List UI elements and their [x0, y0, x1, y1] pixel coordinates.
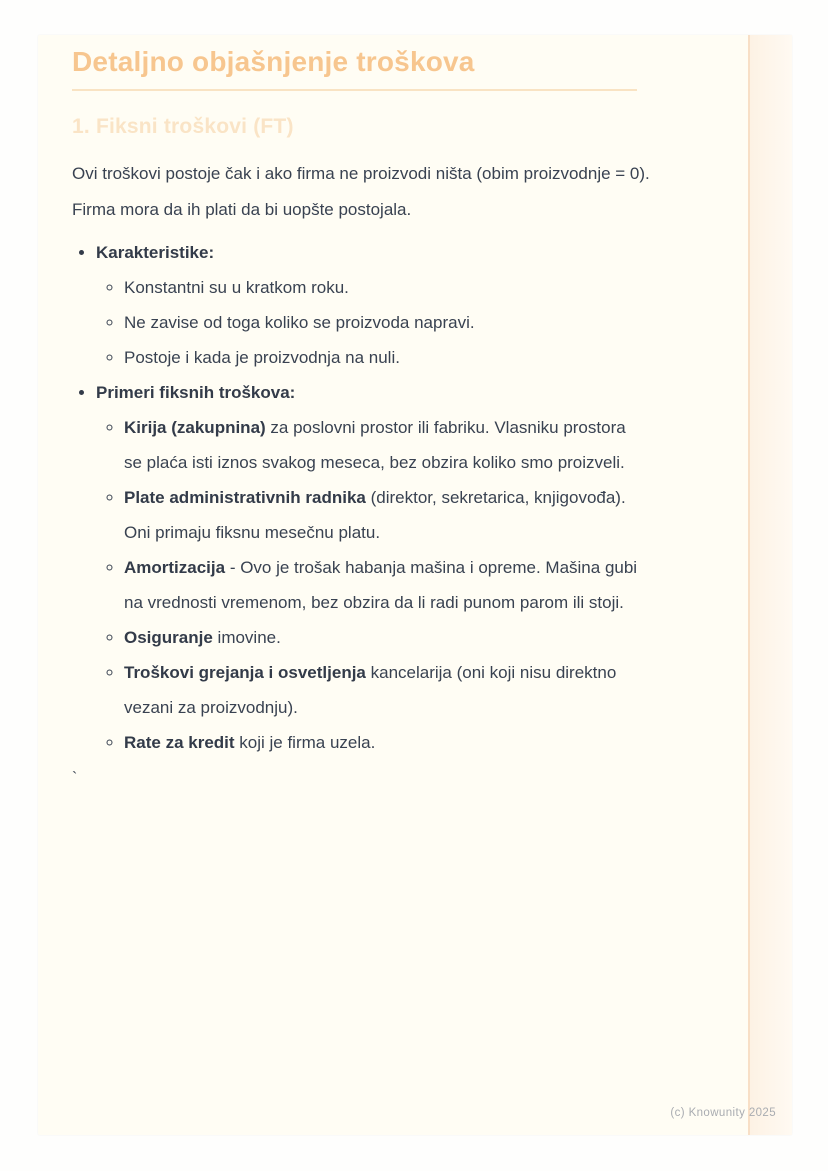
list-item — [124, 305, 648, 340]
list-item-examples — [96, 375, 648, 760]
list-item-text: (direktor, sekretarica, knjigovođa). Oni primaju fiksnu mesečnu platu. — [124, 488, 626, 542]
list-item — [124, 725, 648, 760]
list-item-text: Postoje i kada je proizvodnja na nuli. — [124, 348, 400, 367]
list-item — [124, 620, 648, 655]
list-item-term: Osiguranje — [124, 628, 213, 647]
list-item-term: Amortizacija — [124, 558, 226, 577]
list-item-text: - Ovo je trošak habanja mašina i opreme. Mašina gubi na vrednosti vremenom, bez obzira da li radi punom parom ili stoji. — [124, 558, 638, 612]
examples-label: Primeri fiksnih troškova: — [96, 383, 296, 402]
section-heading: 1. Fiksni troškovi (FT) — [72, 115, 294, 138]
intro-paragraph: Ovi troškovi postoje čak i ako firma ne proizvodi ništa (obim proizvodnje = 0). Firma mora da ih plati da bi uopšte postojala. — [72, 164, 650, 219]
examples-sublist — [96, 410, 648, 760]
list-item — [124, 480, 648, 550]
list-item — [124, 270, 648, 305]
list-item-text: imovine. — [212, 628, 281, 647]
footer-copyright: (c) Knowunity 2025 — [670, 1107, 776, 1119]
characteristics-sublist — [96, 270, 648, 375]
main-bullet-list — [72, 235, 648, 760]
list-item-term: Troškovi grejanja i osvetljenja — [124, 663, 366, 682]
list-item-text: Ne zavise od toga koliko se proizvoda napravi. — [124, 313, 475, 332]
characteristics-label: Karakteristike: — [96, 243, 215, 262]
list-item-text: kancelarija (oni koji nisu direktno vezani za proizvodnju). — [124, 663, 617, 717]
list-item-term: Plate administrativnih radnika — [124, 488, 366, 507]
page-edge-strip — [748, 35, 792, 1135]
list-item-characteristics — [96, 235, 648, 375]
list-item-text: za poslovni prostor ili fabriku. Vlasniku prostora se plaća isti iznos svakog meseca, bez obzira koliko smo proizveli. — [124, 418, 626, 472]
title-divider — [72, 89, 637, 91]
list-item-text: Konstantni su u kratkom roku. — [124, 278, 349, 297]
list-item-text: koji je firma uzela. — [234, 733, 376, 752]
list-item-term: Rate za kredit — [124, 733, 235, 752]
list-item — [124, 410, 648, 480]
page-title: Detaljno objašnjenje troškova — [72, 46, 475, 77]
list-item — [124, 550, 648, 620]
stray-backtick-character: ` — [72, 770, 78, 787]
document-page-card — [38, 35, 792, 1135]
list-item-term: Kirija (zakupnina) — [124, 418, 266, 437]
list-item — [124, 655, 648, 725]
document-content — [38, 35, 650, 788]
list-item — [124, 340, 648, 375]
